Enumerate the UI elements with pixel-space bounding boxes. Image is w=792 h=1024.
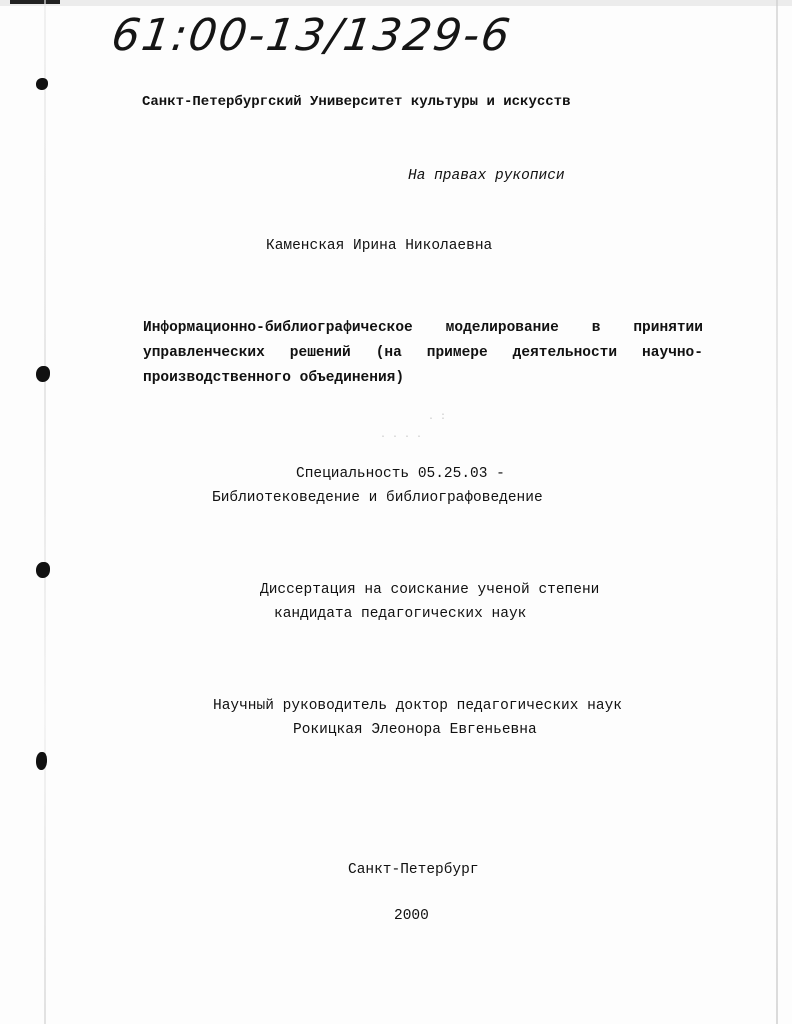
title-word: примере bbox=[426, 345, 488, 361]
scan-left-edge bbox=[44, 0, 46, 1024]
city: Санкт-Петербург bbox=[348, 862, 479, 878]
title-word: управленческих bbox=[143, 345, 265, 361]
dissertation-title-line-2 bbox=[143, 345, 703, 361]
university-name: Санкт-Петербургский Университет культуры и искусств bbox=[142, 94, 571, 110]
degree-line-2: кандидата педагогических наук bbox=[274, 606, 527, 622]
title-word: в bbox=[591, 320, 601, 336]
specialty-code: Специальность 05.25.03 - bbox=[296, 466, 505, 482]
year: 2000 bbox=[394, 908, 429, 924]
dissertation-title-line-1 bbox=[143, 320, 703, 336]
author-name: Каменская Ирина Николаевна bbox=[266, 238, 493, 254]
scan-smudge: · · · · bbox=[380, 432, 423, 443]
title-word: решений bbox=[289, 345, 351, 361]
punch-hole-icon bbox=[36, 366, 50, 382]
punch-hole-icon bbox=[36, 78, 48, 90]
handwritten-archive-number: 61:00-13/1329-6 bbox=[108, 10, 515, 61]
title-word: принятии bbox=[633, 320, 703, 336]
title-word: научно- bbox=[642, 345, 703, 361]
specialty-name: Библиотековедение и библиографоведение bbox=[212, 490, 543, 506]
supervisor-line-1: Научный руководитель доктор педагогических наук bbox=[213, 698, 622, 714]
punch-hole-icon bbox=[36, 752, 47, 770]
supervisor-name: Рокицкая Элеонора Евгеньевна bbox=[293, 722, 537, 738]
scan-top-edge bbox=[0, 0, 792, 6]
scan-right-edge bbox=[776, 0, 778, 1024]
title-word: (на bbox=[375, 345, 402, 361]
title-word: деятельности bbox=[512, 345, 618, 361]
title-word: моделирование bbox=[445, 320, 559, 336]
punch-hole-icon bbox=[36, 562, 50, 578]
title-word: Информационно-библиографическое bbox=[143, 320, 413, 336]
rights-note: На правах рукописи bbox=[408, 168, 565, 184]
scan-smudge: . : bbox=[428, 412, 447, 423]
dissertation-title-line-3: производственного объединения) bbox=[143, 370, 405, 386]
degree-line-1: Диссертация на соискание ученой степени bbox=[260, 582, 600, 598]
